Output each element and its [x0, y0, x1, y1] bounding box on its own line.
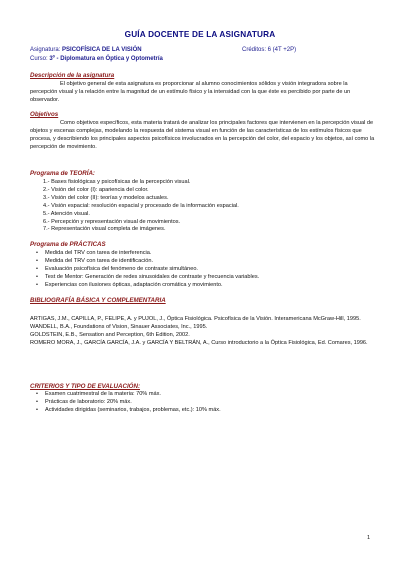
objetivos-heading: Objetivos: [30, 111, 59, 118]
list-item: 2.- Visión del color (I): apariencia del color.: [43, 186, 149, 193]
asignatura-line: [30, 47, 375, 53]
curso-label: Curso:: [30, 56, 48, 62]
asignatura-value: PSICOFÍSICA DE LA VISIÓN: [62, 47, 142, 53]
objetivos-text: [30, 119, 376, 151]
creditos: Créditos: 6 (4T +2P): [242, 47, 297, 53]
list-item: • Evaluación psicofísica del fenómeno de contraste simultáneo.: [36, 266, 259, 274]
descripcion-heading: Descripción de la asignatura: [30, 72, 115, 79]
objetivos-body: Como objetivos específicos, esta materia tratará de analizar los principales factores que intervienen en la percepción visual de objetos y escenas complejas, modelando la respuesta del sistema visual en función de las características de los estímulos físicos que procesa, y describiendo los principales aspectos psicofísicos involucrados en la percepción del color, del espacio y los objetos, así como la percepción de movimiento.: [30, 120, 375, 151]
list-item: • Medida del TRV con tarea de interferencia.: [36, 250, 259, 258]
asignatura-label: Asignatura:: [30, 47, 61, 53]
curso-line: [30, 56, 375, 62]
list-item: • Prácticas de laboratorio: 20% máx.: [36, 399, 221, 407]
list-item: 5.- Atención visual.: [43, 210, 90, 217]
criterios-list: [36, 391, 221, 415]
list-item: 1.- Bases fisiológicas y psicofísicas de la percepción visual.: [43, 179, 191, 185]
practicas-heading: Programa de PRÁCTICAS: [30, 241, 106, 248]
list-item: • Actividades dirigidas (seminarios, trabajos, problemas, etc.): 10% máx.: [36, 407, 221, 415]
list-item: 4.- Visión espacial: resolución espacial y procesado de la información espacial.: [43, 202, 239, 209]
list-item: • Test de Mentor: Generación de redes sinusoidales de contraste y frecuencia variables.: [36, 274, 259, 282]
teoria-heading: Programa de TEORÍA:: [30, 170, 95, 177]
list-item: • Medida del TRV con tarea de identificación.: [36, 258, 259, 266]
list-item: 6.- Percepción y representación visual de movimientos.: [43, 218, 181, 225]
page-title: GUÍA DOCENTE DE LA ASIGNATURA: [124, 30, 276, 39]
descripcion-body: El objetivo general de esta asignatura es proporcionar al alumno conocimientos sólidos y visión integradora sobre la percepción visual y la relación entre la magnitud de un estímulo físico y la intensidad con la que éste es percibido por parte de un observador.: [30, 81, 351, 104]
bibliografia-heading: BIBLIOGRAFÍA BÁSICA Y COMPLEMENTARIA: [30, 297, 166, 304]
list-item: 7.- Representación visual completa de imágenes.: [43, 226, 166, 233]
list-item: • Examen cuatrimestral de la materia: 70% máx.: [36, 391, 221, 399]
bibliografia-list: [30, 316, 376, 348]
reference-item: GOLDSTEIN, E.B., Sensation and Perception, 6th Edition, 2002.: [30, 331, 190, 338]
descripcion-text: [30, 80, 376, 104]
list-item: 3.- Visión del color (II): teorías y modelos actuales.: [43, 194, 169, 201]
curso-value: 3º - Diplomatura en Óptica y Optometría: [49, 56, 163, 62]
list-item: • Experiencias con ilusiones ópticas, adaptación cromática y movimiento.: [36, 282, 259, 290]
reference-item: ARTIGAS, J.M., CAPILLA, P., FELIPE, A. y PUJOL, J., Óptica Fisiológica. Psicofísica de la Visión. Interamericana McGraw-Hill, 1995.: [30, 316, 361, 322]
reference-item: ROMERO MORA, J., GARCÍA GARCÍA, J.A. y GARCÍA Y BELTRÁN, A., Curso introductorio a la Óptica Fisiológica, Ed. Comares, 1996.: [30, 339, 368, 346]
teoria-list: [43, 179, 239, 234]
criterios-heading: CRITERIOS Y TIPO DE EVALUACIÓN:: [30, 383, 141, 390]
practicas-list: [36, 250, 259, 290]
page-number: 1: [367, 535, 371, 541]
reference-item: WANDELL, B.A., Foundations of Vision, Sinauer Associates, Inc., 1995.: [30, 323, 208, 330]
